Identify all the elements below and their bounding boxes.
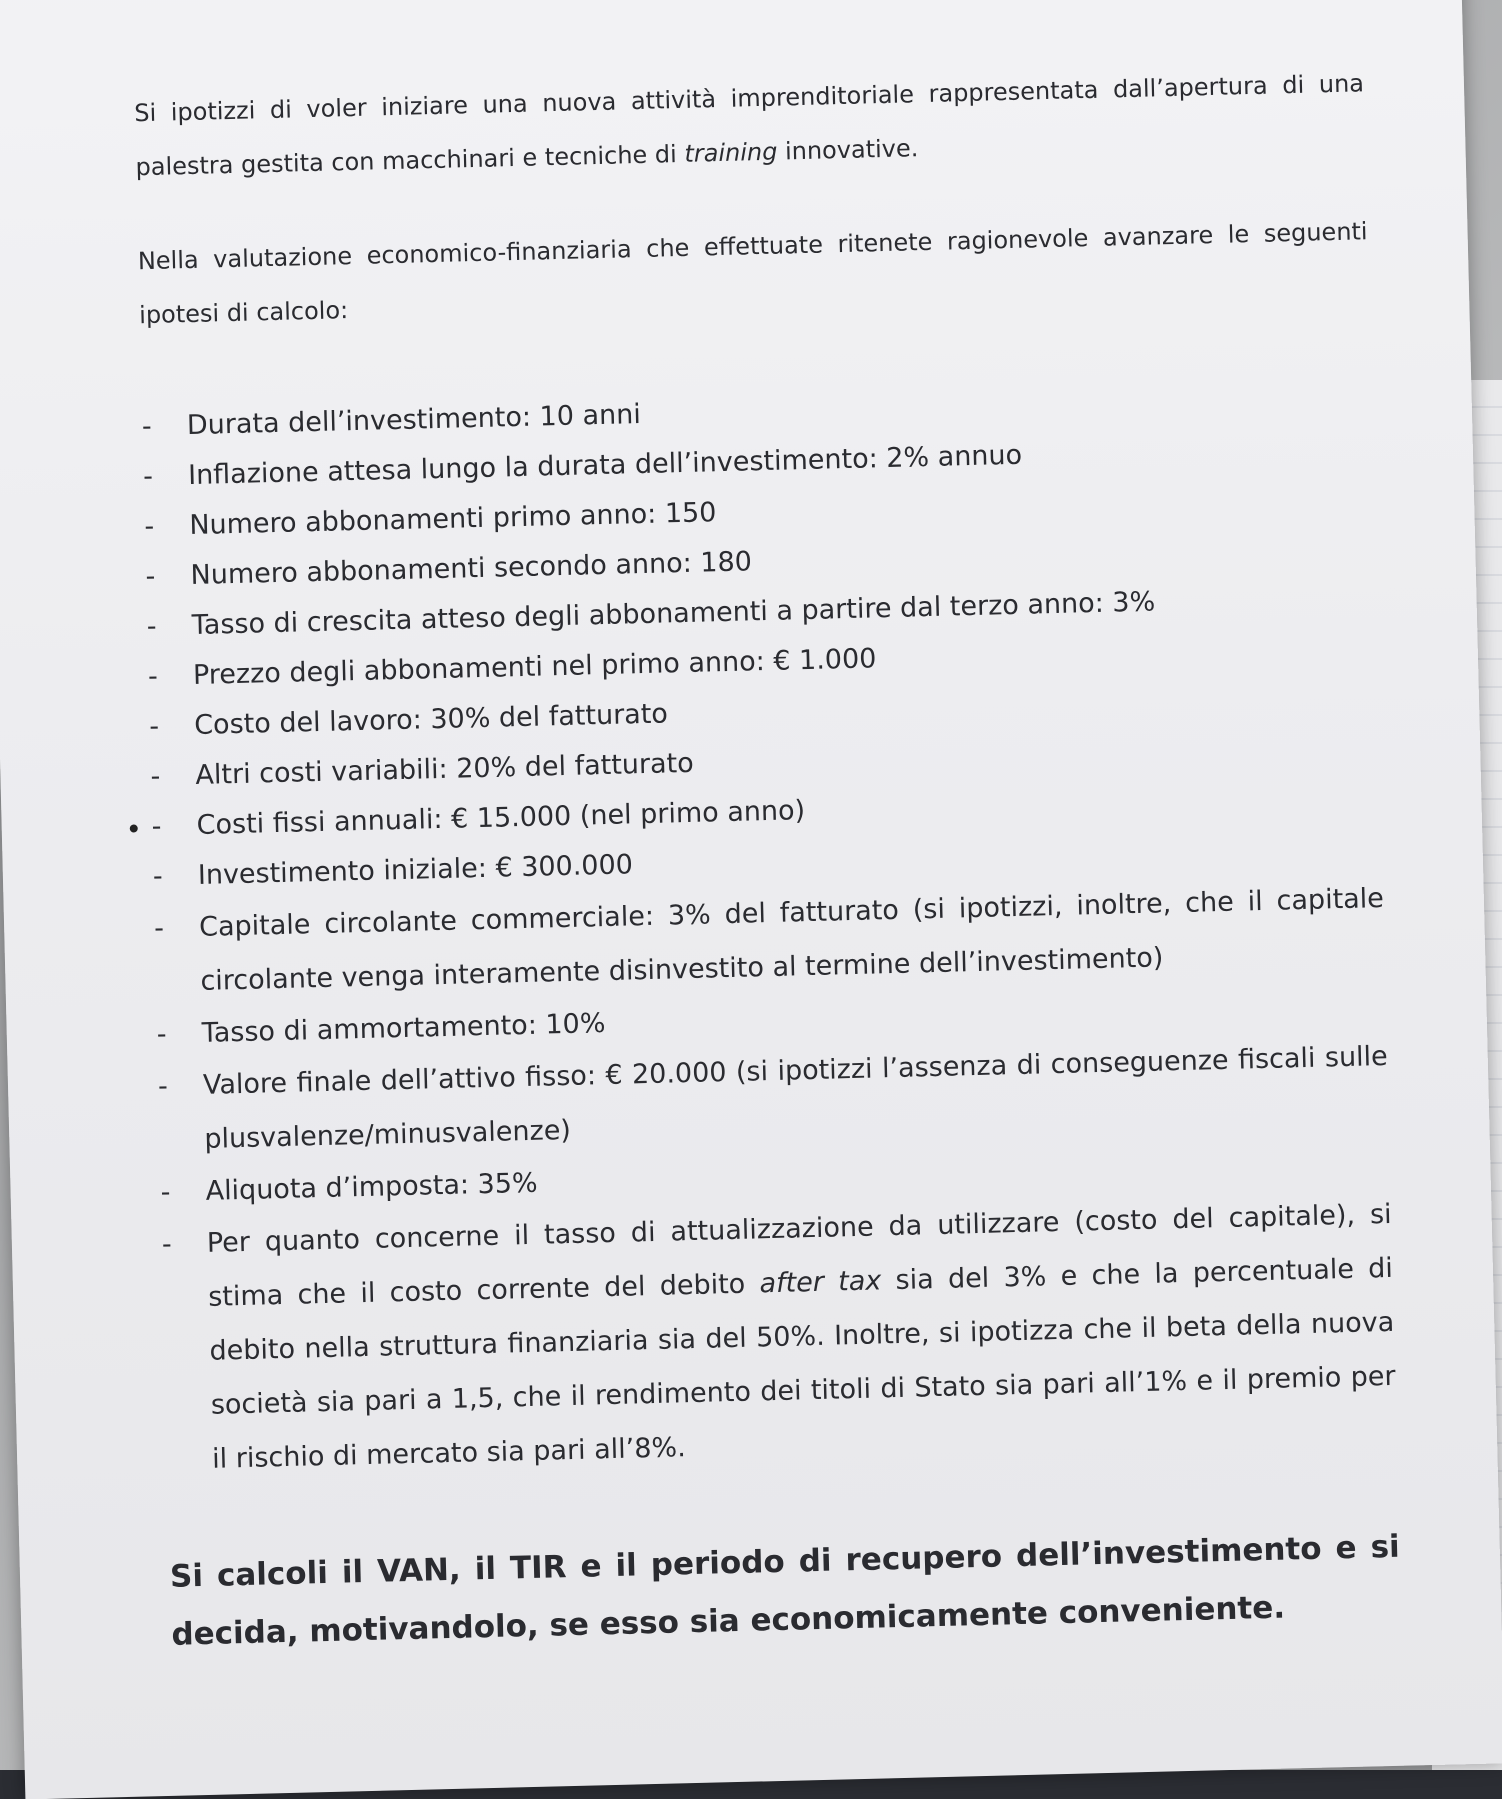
item-text: Numero abbonamenti primo anno: 150 bbox=[188, 497, 717, 542]
list-item bbox=[161, 1188, 1397, 1488]
bullet-dot bbox=[130, 824, 138, 832]
dash: - bbox=[156, 1018, 167, 1051]
hypotheses-list bbox=[141, 372, 1397, 1488]
item-text: Prezzo degli abbonamenti nel primo anno: € 1.000 bbox=[192, 643, 877, 692]
dash: - bbox=[142, 460, 154, 493]
item-text: Tasso di ammortamento: 10% bbox=[201, 1008, 606, 1049]
item-text: Valore finale dell’attivo fisso: € 20.000 (si ipotizzi l’assenza di conseguenze fiscali sulle plusvalenze/minusvalenze) bbox=[202, 1040, 1389, 1155]
dash: - bbox=[144, 510, 155, 543]
item-text: Costi fissi annuali: € 15.000 (nel primo anno) bbox=[196, 795, 806, 841]
intro-italic: training bbox=[684, 137, 778, 168]
dash: - bbox=[147, 660, 159, 693]
item-text: Tasso di crescita atteso degli abbonamenti a partire dal terzo anno: 3% bbox=[191, 586, 1156, 642]
item-text: Investimento iniziale: € 300.000 bbox=[197, 849, 634, 891]
dash: - bbox=[161, 1228, 173, 1260]
item-text: Per quanto concerne il tasso di attualizzazione da utilizzare (costo del capitale), si stima che il costo corrente del debito bbox=[206, 1198, 1392, 1313]
dash: - bbox=[141, 410, 153, 443]
dash: - bbox=[151, 810, 162, 843]
dash: - bbox=[146, 610, 157, 643]
item-text: Numero abbonamenti secondo anno: 180 bbox=[190, 546, 753, 592]
dash: - bbox=[145, 560, 156, 593]
item-text: Costo del lavoro: 30% del fatturato bbox=[193, 698, 669, 741]
item-text: Capitale circolante commerciale: 3% del fatturato (si ipotizzi, inoltre, che il capitale circolante venga interamente disinvestito al termine dell’investimento) bbox=[198, 882, 1385, 997]
dash: - bbox=[152, 860, 164, 893]
item-text: Inflazione attesa lungo la durata dell’investimento: 2% annuo bbox=[187, 439, 1023, 492]
item-text: Durata dell’investimento: 10 anni bbox=[186, 399, 642, 442]
dash: - bbox=[160, 1176, 171, 1208]
dash: - bbox=[153, 912, 165, 945]
dash: - bbox=[150, 760, 161, 793]
final-question: Si calcoli il VAN, il TIR e il periodo di recupero dell’investimento e si decida, motivandolo, se esso sia economicamente conveniente. bbox=[169, 1528, 1401, 1653]
item-text: Aliquota d’imposta: 35% bbox=[205, 1167, 538, 1207]
dash: - bbox=[157, 1070, 169, 1102]
intro-end: innovative. bbox=[784, 134, 919, 166]
item-text: Altri costi variabili: 20% del fatturato bbox=[195, 747, 695, 791]
valutazione-paragraph: Nella valutazione economico-finanziaria che effettuate ritenete ragionevole avanzare le seguenti ipotesi di calcolo: bbox=[137, 217, 1368, 330]
intro-paragraph bbox=[134, 56, 1366, 194]
item-text: sia del 3% e che la percentuale di debito nella struttura finanziaria sia del 50%. Inoltre, si ipotizza che il beta della nuova società sia pari a 1,5, che il rendimento dei titoli di Stato sia pari all’1% e il premio per il rischio di mercato sia pari all’8%. bbox=[209, 1252, 1396, 1475]
document-content bbox=[134, 56, 1403, 1695]
item-italic: after tax bbox=[759, 1265, 882, 1300]
intro-text: Si ipotizzi di voler iniziare una nuova attività imprenditoriale rappresentata dall’apertura di una palestra gestita con macchinari e tecniche di bbox=[133, 69, 1365, 182]
dash: - bbox=[148, 710, 160, 743]
